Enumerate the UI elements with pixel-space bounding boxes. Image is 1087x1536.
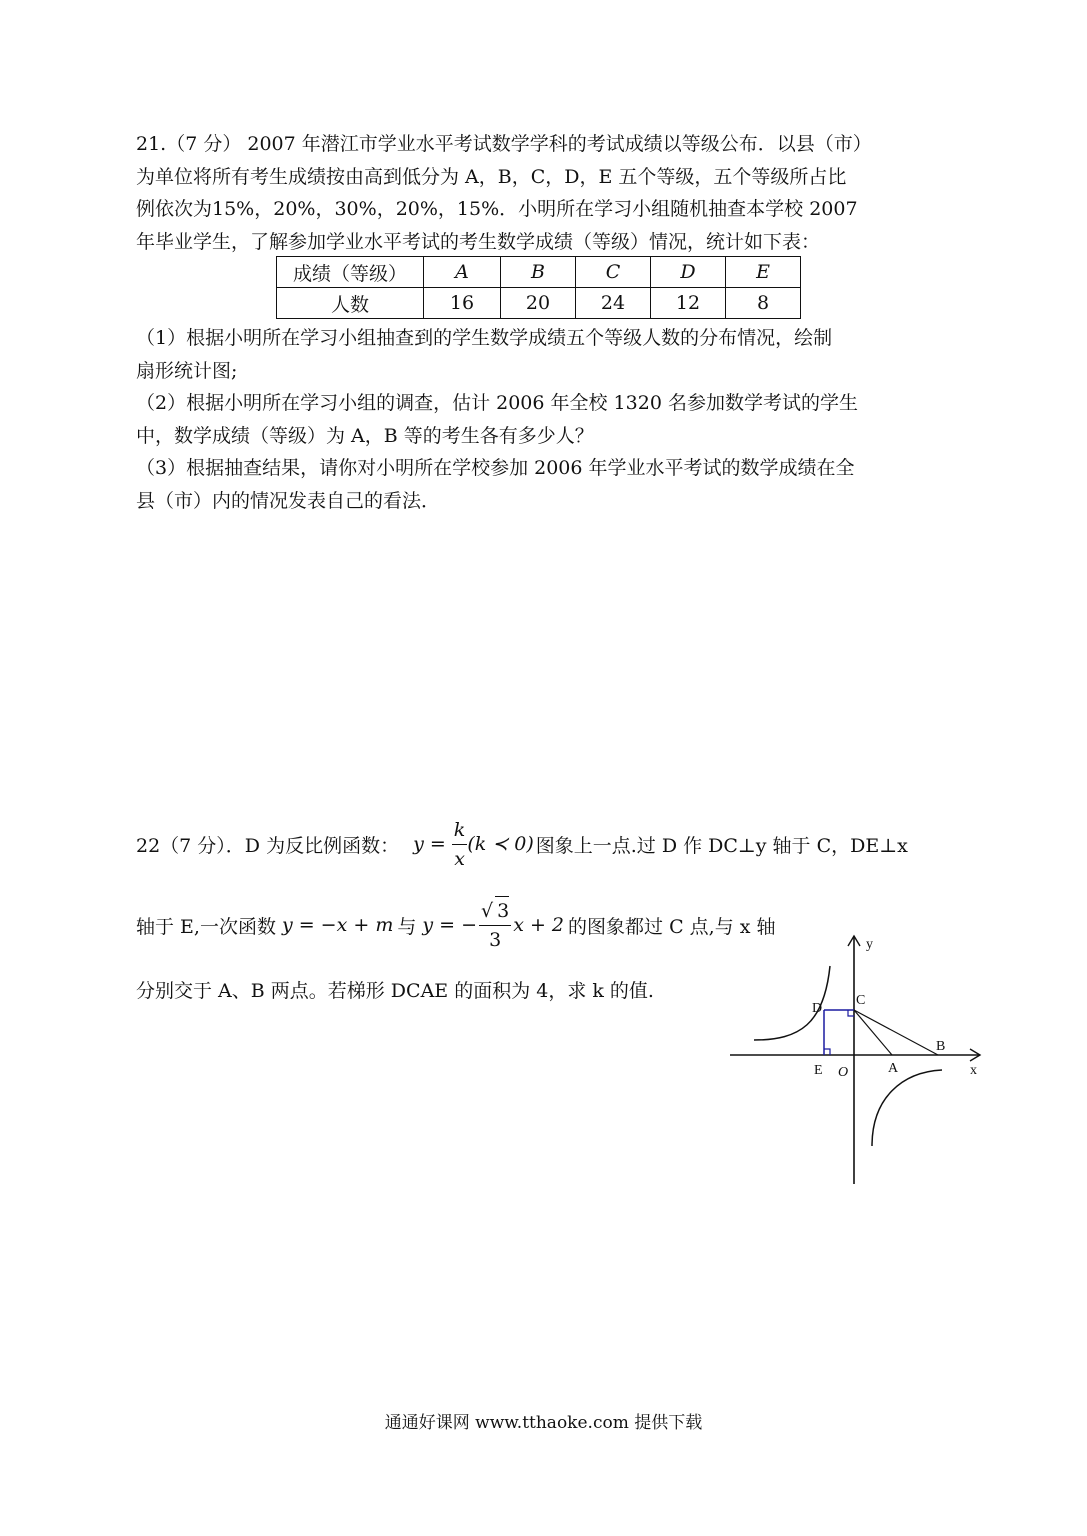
coordinate-graph <box>720 928 990 1190</box>
table-header-cell: A <box>424 257 501 288</box>
right-angle-mark-E <box>824 1049 830 1055</box>
table-row <box>277 288 801 319</box>
label-B: B <box>936 1039 946 1054</box>
label-O: O <box>838 1065 849 1080</box>
label-C: C <box>856 993 866 1008</box>
formula3-fraction <box>479 896 511 954</box>
grade-table <box>276 256 801 319</box>
q22-line1-suffix: 图象上一点.过 D 作 DC⊥y 轴于 C，DE⊥x <box>535 834 908 857</box>
formula3-rest: x + 2 <box>513 914 565 936</box>
formula1-condition: (k ≺ 0) <box>467 833 534 855</box>
q21-part-line: 中，数学成绩（等级）为 A，B 等的考生各有多少人？ <box>136 424 594 447</box>
formula1-numerator: k <box>452 816 468 845</box>
q21-part-line: （3）根据抽查结果，请你对小明所在学校参加 2006 年学业水平考试的数学成绩在全 <box>136 457 855 479</box>
q22-line2-mid: 与 <box>397 915 417 938</box>
q22-line2-suffix: 的图象都过 C 点,与 x 轴 <box>568 915 776 938</box>
formula1-fraction <box>452 816 468 873</box>
q21-parts <box>136 322 948 517</box>
table-header-cell: C <box>576 257 651 288</box>
page-footer: 通通好课网 www.tthaoke.com 提供下载 <box>384 1413 703 1433</box>
line-CB <box>854 1010 938 1055</box>
table-cell: 16 <box>424 288 501 319</box>
formula2: y = −x + m <box>281 914 394 936</box>
q21-intro <box>136 128 948 258</box>
hyperbola-lower-right <box>872 1070 942 1146</box>
right-angle-mark-C <box>848 1010 854 1016</box>
q21-intro-line: 为单位将所有考生成绩按由高到低分为 A，B，C，D，E 五个等级，五个等级所占比 <box>136 165 847 188</box>
table-header-cell: E <box>726 257 801 288</box>
q21-part-line: 扇形统计图; <box>136 359 238 382</box>
q22-line-3: 分别交于 A、B 两点。若梯形 DCAE 的面积为 4，求 k 的值. <box>136 980 654 1002</box>
q21-intro-line: 例依次为15%，20%，30%，20%，15%．小明所在学习小组随机抽查本学校 2007 <box>136 198 858 220</box>
q22-prefix: 22（7 分）．D 为反比例函数： <box>136 834 400 857</box>
q22-line2-prefix: 轴于 E,一次函数 <box>136 915 276 938</box>
formula1-lhs: y = <box>413 833 446 855</box>
table-cell: 人数 <box>277 288 424 319</box>
table-header-cell: D <box>651 257 726 288</box>
formula3-numerator: √ 3 <box>479 896 511 926</box>
label-x: x <box>970 1063 977 1078</box>
formula1-denominator: x <box>454 847 465 870</box>
table-cell: 12 <box>651 288 726 319</box>
q21-part-line: （1）根据小明所在学习小组抽查到的学生数学成绩五个等级人数的分布情况，绘制 <box>136 327 833 349</box>
table-cell: 20 <box>501 288 576 319</box>
label-y: y <box>866 937 873 952</box>
line-CA <box>854 1010 892 1055</box>
table-header-cell: 成绩（等级） <box>277 257 424 288</box>
q21-intro-line: 21.（7 分） 2007 年潜江市学业水平考试数学学科的考试成绩以等级公布．以县（市） <box>136 133 872 155</box>
label-E: E <box>814 1063 823 1078</box>
q21-part-line: （2）根据小明所在学习小组的调查，估计 2006 年全校 1320 名参加数学考试的学生 <box>136 392 858 414</box>
table-cell: 24 <box>576 288 651 319</box>
formula3-denominator: 3 <box>489 929 502 951</box>
label-D: D <box>812 1001 823 1016</box>
q22-line-1 <box>136 816 908 872</box>
q21-intro-line: 年毕业学生，了解参加学业水平考试的考生数学成绩（等级）情况，统计如下表： <box>136 230 821 253</box>
table-cell: 8 <box>726 288 801 319</box>
label-A: A <box>888 1061 899 1076</box>
table-header-cell: B <box>501 257 576 288</box>
q21-part-line: 县（市）内的情况发表自己的看法． <box>136 489 441 512</box>
table-header-row <box>277 257 801 288</box>
formula3-lhs: y = − <box>422 914 478 936</box>
sqrt-radicand: 3 <box>495 896 509 925</box>
q22-line-2 <box>136 892 775 958</box>
